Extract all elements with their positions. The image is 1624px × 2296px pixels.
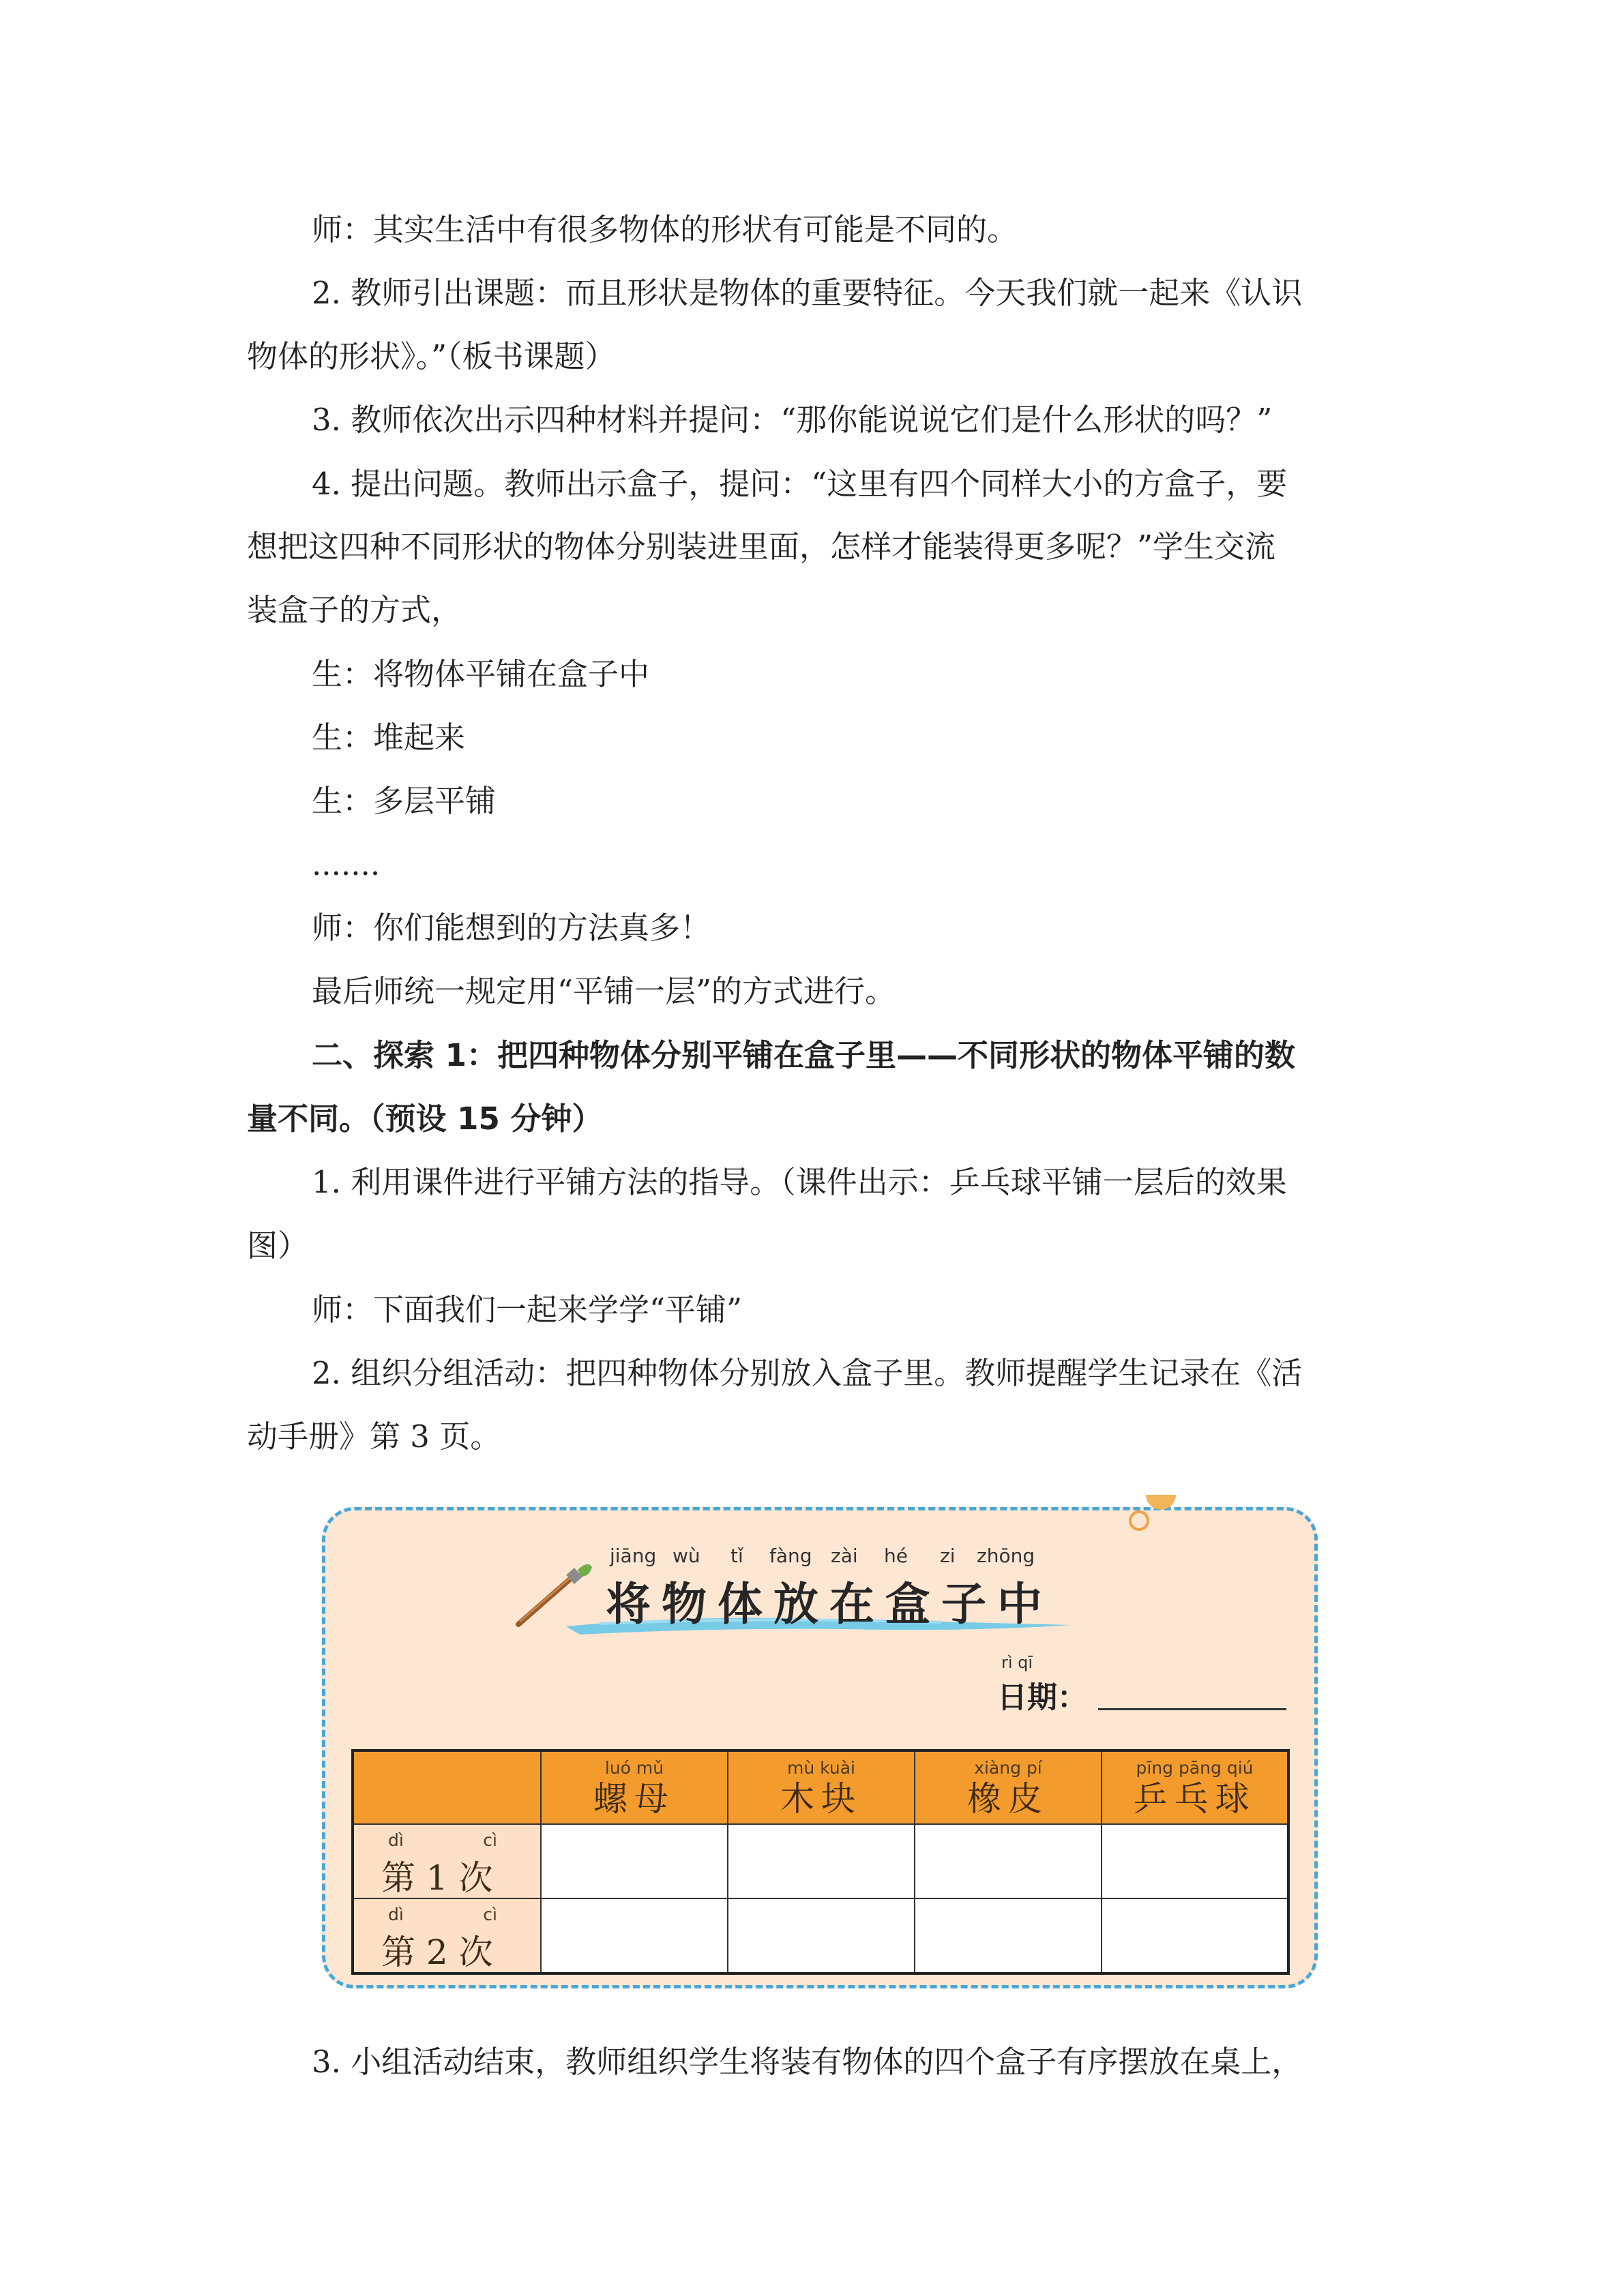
column-label: 螺母 [593, 1778, 675, 1819]
row-pinyin: cì [483, 1830, 497, 1850]
date-input-line[interactable] [1098, 1708, 1286, 1710]
title-pinyin: hé [884, 1545, 908, 1567]
column-header-ping-pong-ball [1102, 1750, 1288, 1824]
row-pinyin: dì [388, 1905, 404, 1924]
paragraph: 3. 小组活动结束，教师组织学生将装有物体的四个盒子有序摆放在桌上， [312, 2044, 1303, 2080]
date-pinyin: rì qī [1001, 1653, 1033, 1672]
column-pinyin: luó mǔ [604, 1757, 664, 1778]
paragraph: 1. 利用课件进行平铺方法的指导。（课件出示：乒乓球平铺一层后的效果 [312, 1164, 1287, 1200]
title-pinyin: zhōng [977, 1545, 1035, 1567]
worksheet-title: 将物体放在盒子中 [606, 1578, 1053, 1630]
paragraph: ....... [312, 846, 381, 882]
paragraph: 最后师统一规定用“平铺一层”的方式进行。 [312, 973, 896, 1009]
column-pinyin: pīng pāng qiú [1136, 1757, 1254, 1778]
row-label: 第 2 次 [381, 1933, 493, 1972]
title-pinyin: zi [940, 1545, 956, 1567]
answer-cell[interactable] [915, 1898, 1102, 1973]
row-label: 第 1 次 [381, 1858, 493, 1898]
section-heading: 量不同。（预设 15 分钟） [247, 1101, 603, 1137]
record-table [351, 1749, 1290, 1975]
section-heading: 二、探索 1：把四种物体分别平铺在盒子里——不同形状的物体平铺的数 [312, 1037, 1295, 1073]
date-label: 日期： [997, 1680, 1087, 1715]
paragraph: 动手册》第 3 页。 [247, 1418, 501, 1455]
paragraph: 图） [247, 1227, 309, 1264]
answer-cell[interactable] [1102, 1824, 1288, 1898]
paragraph: 生：多层平铺 [312, 783, 497, 819]
answer-cell[interactable] [728, 1824, 915, 1898]
answer-cell[interactable] [541, 1898, 728, 1973]
paragraph: 师：你们能想到的方法真多！ [312, 910, 711, 946]
column-header-eraser [915, 1750, 1102, 1824]
answer-cell[interactable] [1102, 1898, 1288, 1973]
pin-dot-icon [1129, 1510, 1149, 1531]
paragraph: 师：其实生活中有很多物体的形状有可能是不同的。 [312, 211, 1018, 248]
paragraph: 4. 提出问题。教师出示盒子，提问：“这里有四个同样大小的方盒子，要 [312, 466, 1288, 502]
paragraph: 物体的形状》。”（板书课题） [247, 338, 616, 374]
column-header-nut [541, 1750, 728, 1824]
paragraph: 师：下面我们一起来学学“平铺” [312, 1292, 743, 1328]
title-pinyin: wù [673, 1545, 700, 1567]
row-pinyin: cì [483, 1905, 497, 1924]
column-header-wood-block [728, 1750, 915, 1824]
row-header-second [353, 1898, 541, 1973]
column-label: 乒乓球 [1133, 1778, 1256, 1819]
title-pinyin: zài [831, 1545, 858, 1567]
paragraph: 2. 教师引出课题：而且形状是物体的重要特征。今天我们就一起来《认识 [312, 275, 1303, 311]
row-header-first [353, 1824, 541, 1898]
table-corner-cell [353, 1750, 541, 1824]
column-label: 橡皮 [967, 1778, 1049, 1819]
column-label: 木块 [780, 1778, 862, 1819]
answer-cell[interactable] [541, 1824, 728, 1898]
paragraph: 生：堆起来 [312, 719, 466, 756]
column-pinyin: xiàng pí [974, 1757, 1042, 1778]
answer-cell[interactable] [915, 1824, 1102, 1898]
paragraph: 2. 组织分组活动：把四种物体分别放入盒子里。教师提醒学生记录在《活 [312, 1355, 1303, 1391]
table-row [353, 1824, 1288, 1898]
paragraph: 生：将物体平铺在盒子中 [312, 656, 650, 692]
column-pinyin: mù kuài [787, 1757, 855, 1778]
title-pinyin: jiāng [610, 1545, 657, 1567]
title-pinyin: fàng [769, 1545, 812, 1567]
row-pinyin: dì [388, 1830, 404, 1850]
table-row [353, 1898, 1288, 1973]
paragraph: 装盒子的方式， [247, 592, 462, 628]
title-pinyin: tǐ [730, 1545, 743, 1567]
paragraph: 3. 教师依次出示四种材料并提问：“那你能说说它们是什么形状的吗？” [312, 402, 1273, 438]
paragraph: 想把这四种不同形状的物体分别装进里面，怎样才能装得更多呢？”学生交流 [247, 528, 1276, 565]
answer-cell[interactable] [728, 1898, 915, 1973]
